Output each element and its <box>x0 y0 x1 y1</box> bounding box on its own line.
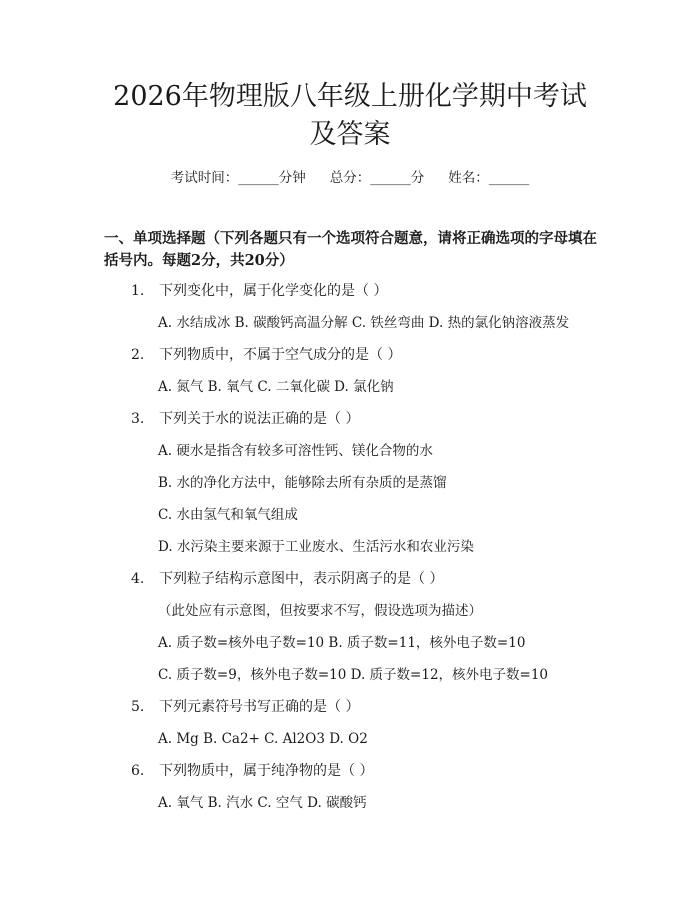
question-number: 2. <box>131 347 145 363</box>
question-stem: 下列物质中，属于纯净物的是（ ） <box>159 763 374 779</box>
exam-title: 2026年物理版八年级上册化学期中考试及答案 <box>113 81 587 150</box>
section-heading: 一、单项选择题（下列各题只有一个选项符合题意，请将正确选项的字母填在括号内。每题2分，共20分） <box>104 230 597 269</box>
total-score-field: 总分：______分 <box>329 170 425 186</box>
question-4-options-ab: A. 质子数=核外电子数=10 B. 质子数=11，核外电子数=10 <box>158 635 526 651</box>
question-5-options: A. Mg B. Ca2+ C. Al2O3 D. O2 <box>158 731 368 747</box>
question-stem: 下列粒子结构示意图中，表示阴离子的是（ ） <box>159 571 444 587</box>
question-stem: 下列元素符号书写正确的是（ ） <box>159 699 360 715</box>
question-number: 3. <box>131 411 145 427</box>
question-6-options: A. 氧气 B. 汽水 C. 空气 D. 碳酸钙 <box>158 795 367 811</box>
question-1 <box>131 281 387 301</box>
question-3-option-d: D. 水污染主要来源于工业废水、生活污水和农业污染 <box>158 539 474 555</box>
exam-meta <box>0 168 700 188</box>
question-5 <box>131 697 359 717</box>
question-stem: 下列物质中，不属于空气成分的是（ ） <box>159 347 402 363</box>
question-4-options-cd: C. 质子数=9，核外电子数=10 D. 质子数=12，核外电子数=10 <box>158 667 549 683</box>
question-6 <box>131 761 373 781</box>
question-2-options: A. 氮气 B. 氧气 C. 二氧化碳 D. 氯化钠 <box>158 379 394 395</box>
question-number: 1. <box>131 283 145 299</box>
question-2 <box>131 345 401 365</box>
question-3-option-c: C. 水由氢气和氧气组成 <box>158 507 298 523</box>
exam-time-field: 考试时间：______分钟 <box>170 170 306 186</box>
question-number: 5. <box>131 699 145 715</box>
question-4 <box>131 569 443 589</box>
question-3-option-b: B. 水的净化方法中，能够除去所有杂质的是蒸馏 <box>158 475 447 491</box>
student-name-field: 姓名：______ <box>448 170 530 186</box>
question-4-note: （此处应有示意图，但按要求不写，假设选项为描述） <box>158 603 482 619</box>
question-number: 4. <box>131 571 145 587</box>
question-1-options: A. 水结成冰 B. 碳酸钙高温分解 C. 铁丝弯曲 D. 热的氯化钠溶液蒸发 <box>158 315 570 331</box>
question-number: 6. <box>131 763 145 779</box>
question-3-option-a: A. 硬水是指含有较多可溶性钙、镁化合物的水 <box>158 443 433 459</box>
question-stem: 下列变化中，属于化学变化的是（ ） <box>159 283 388 299</box>
question-stem: 下列关于水的说法正确的是（ ） <box>159 411 360 427</box>
question-3 <box>131 409 359 429</box>
